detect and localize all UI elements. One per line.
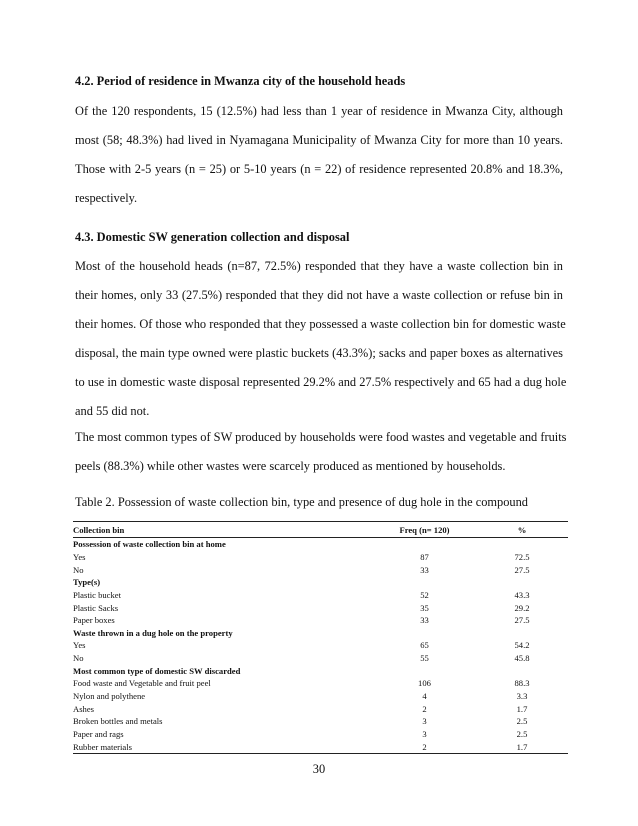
row-frequency: 2 xyxy=(422,703,427,714)
paragraph-line: Most of the household heads (n=87, 72.5%) responded that they have a waste collection bin in xyxy=(75,259,563,273)
paragraph-line: disposal, the main type owned were plastic buckets (43.3%); sacks and paper boxes as alternatives xyxy=(75,346,563,360)
row-label: Rubber materials xyxy=(73,740,373,753)
header-collection-bin: Collection bin xyxy=(73,522,373,538)
paragraph-line: their homes, only 33 (27.5%) responded that they did not have a waste collection or refuse bin in xyxy=(75,288,563,302)
row-percent xyxy=(476,576,568,589)
table-row xyxy=(73,677,568,690)
row-frequency: 4 xyxy=(422,691,427,701)
section-4-2-heading: 4.2. Period of residence in Mwanza city of the household heads xyxy=(75,74,406,88)
row-label: Yes xyxy=(73,640,86,651)
row-label: Plastic bucket xyxy=(73,589,121,600)
row-percent xyxy=(476,626,568,639)
row-percent: 54.2 xyxy=(514,640,530,651)
row-label: Possession of waste collection bin at home xyxy=(73,539,226,550)
paragraph-line: most (58; 48.3%) had lived in Nyamagana Municipality of Mwanza City for more than 10 years. xyxy=(75,133,563,147)
table-row xyxy=(73,601,568,614)
row-percent: 1.7 xyxy=(516,703,528,714)
row-percent: 27.5 xyxy=(514,615,530,626)
row-label: Waste thrown in a dug hole on the property xyxy=(73,627,233,638)
row-label: Most common type of domestic SW discarded xyxy=(73,665,241,676)
row-percent: 2.5 xyxy=(516,728,528,739)
row-label: Paper and rags xyxy=(73,728,124,739)
table-row xyxy=(73,652,568,665)
row-label: No xyxy=(73,653,84,664)
table-section-row xyxy=(73,576,568,589)
row-label: Nylon and polythene xyxy=(73,691,146,701)
row-frequency: 3 xyxy=(422,716,427,727)
table-header-row xyxy=(73,522,568,538)
table-row xyxy=(73,690,568,703)
row-frequency xyxy=(373,538,476,551)
row-percent: 3.3 xyxy=(516,691,528,701)
row-frequency: 3 xyxy=(422,728,427,739)
paragraph-line: Of the 120 respondents, 15 (12.5%) had less than 1 year of residence in Mwanza City, although xyxy=(75,104,563,118)
table-row xyxy=(73,728,568,741)
section-4-3-heading: 4.3. Domestic SW generation collection and disposal xyxy=(75,230,350,244)
paragraph-line: and 55 did not. xyxy=(75,404,150,418)
row-frequency: 106 xyxy=(418,678,431,689)
table-row xyxy=(73,740,568,753)
row-frequency: 87 xyxy=(420,551,429,562)
table-row xyxy=(73,639,568,652)
row-frequency: 33 xyxy=(420,615,429,626)
row-percent: 45.8 xyxy=(514,653,530,664)
row-percent xyxy=(476,538,568,551)
row-frequency: 65 xyxy=(420,640,429,651)
paragraph-line: respectively. xyxy=(75,191,138,205)
table-section-row xyxy=(73,538,568,551)
row-label: Food waste and Vegetable and fruit peel xyxy=(73,678,211,689)
table-section-row xyxy=(73,626,568,639)
row-frequency: 2 xyxy=(373,740,476,753)
table-row xyxy=(73,614,568,627)
header-percent: % xyxy=(476,522,568,538)
row-frequency: 52 xyxy=(420,589,429,600)
table-caption: Table 2. Possession of waste collection bin, type and presence of dug hole in the compound xyxy=(75,495,529,509)
row-frequency xyxy=(373,576,476,589)
paragraph-line: The most common types of SW produced by households were food wastes and vegetable and fruits xyxy=(75,430,567,444)
paragraph-line: peels (88.3%) while other wastes were scarcely produced as mentioned by households. xyxy=(75,459,506,473)
table-row xyxy=(73,715,568,728)
paragraph-line: Those with 2-5 years (n = 25) or 5-10 years (n = 22) of residence represented 20.8% and 18.3%, xyxy=(75,162,563,176)
row-percent: 2.5 xyxy=(516,716,528,727)
row-label: Yes xyxy=(73,551,86,562)
row-label: Broken bottles and metals xyxy=(73,716,163,727)
table-row xyxy=(73,551,568,564)
row-percent: 29.2 xyxy=(514,602,530,613)
row-percent: 72.5 xyxy=(514,551,530,562)
paragraph-line: their homes. Of those who responded that they possessed a waste collection bin for domestic waste xyxy=(75,317,566,331)
row-label: Paper boxes xyxy=(73,615,115,626)
row-label: Plastic Sacks xyxy=(73,602,119,613)
table-row xyxy=(73,702,568,715)
row-percent: 27.5 xyxy=(514,564,530,575)
row-frequency: 55 xyxy=(420,653,429,664)
table-section-row xyxy=(73,664,568,677)
row-label: No xyxy=(73,564,84,575)
row-frequency xyxy=(373,626,476,639)
row-label: Ashes xyxy=(73,703,95,714)
row-frequency: 35 xyxy=(420,602,429,613)
data-table xyxy=(73,521,568,754)
row-label: Type(s) xyxy=(73,577,101,588)
table-row xyxy=(73,589,568,602)
row-percent: 1.7 xyxy=(476,740,568,753)
header-frequency: Freq (n= 120) xyxy=(373,522,476,538)
table-row xyxy=(73,563,568,576)
row-percent: 88.3 xyxy=(514,678,530,689)
row-frequency: 33 xyxy=(420,564,429,575)
row-frequency xyxy=(373,664,476,677)
page-number: 30 xyxy=(312,762,326,776)
row-percent: 43.3 xyxy=(514,589,530,600)
paragraph-line: to use in domestic waste disposal represented 29.2% and 27.5% respectively and 65 had a dug hole xyxy=(75,375,567,389)
row-percent xyxy=(476,664,568,677)
